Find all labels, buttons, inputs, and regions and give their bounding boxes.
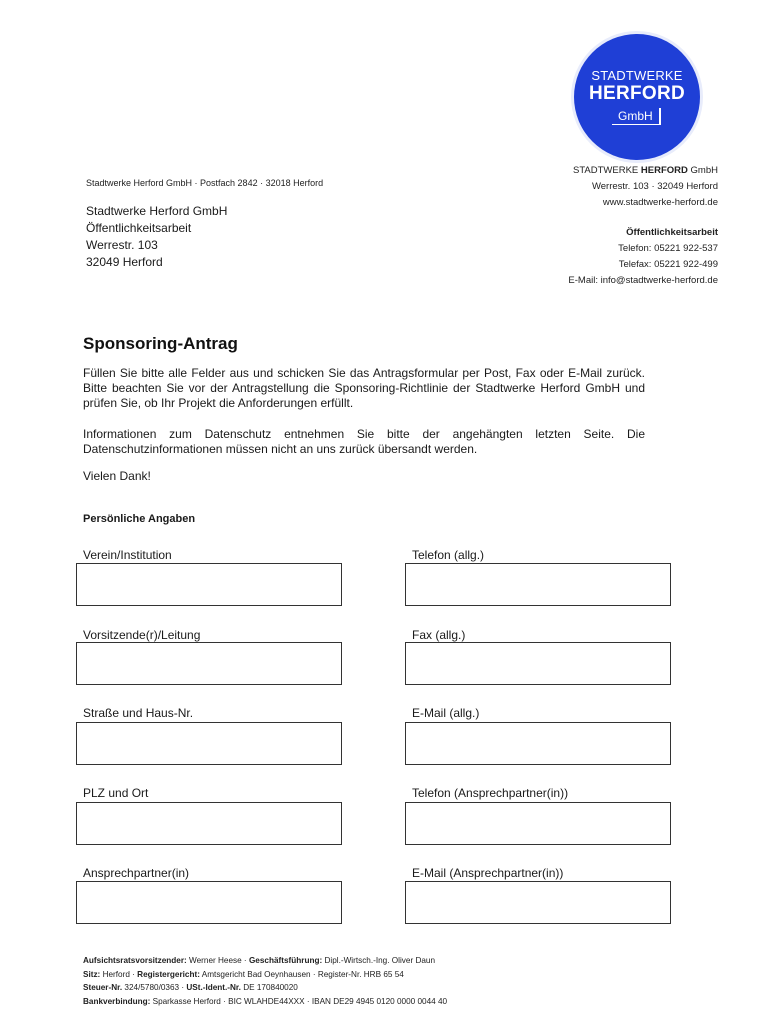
footer-value: Werner Heese · [186,956,249,965]
footer-key: USt.-Ident.-Nr. [186,983,241,992]
address-line: Werrestr. 103 [86,238,158,252]
input-email-ansprechpartner[interactable] [405,881,671,924]
recipient-address [86,203,227,271]
input-plz-ort[interactable] [76,802,342,845]
footer [83,954,447,1008]
input-fax-allg[interactable] [405,642,671,685]
contact-email: E-Mail: info@stadtwerke-herford.de [568,275,718,286]
contact-company-prefix: STADTWERKE [573,165,641,176]
company-logo [574,34,700,160]
contact-phone: Telefon: 05221 922-537 [618,243,718,254]
thanks-paragraph: Vielen Dank! [83,469,151,483]
logo-text-herford: HERFORD [588,83,686,104]
footer-line [83,981,447,995]
footer-line [83,995,447,1009]
contact-company [568,163,718,179]
logo-text-gmbh: GmbH [612,109,661,125]
label-fax-allg: Fax (allg.) [412,628,466,642]
label-strasse: Straße und Haus-Nr. [83,706,194,720]
footer-key: Geschäftsführung: [248,956,323,965]
contact-company-bold: HERFORD [640,165,688,176]
sender-line: Stadtwerke Herford GmbH · Postfach 2842 · 32018 Herford [86,178,324,188]
label-telefon-allg: Telefon (allg.) [412,548,485,562]
input-ansprechpartner[interactable] [76,881,342,924]
footer-value: Dipl.-Wirtsch.-Ing. Oliver Daun [322,956,436,965]
label-verein: Verein/Institution [83,548,172,562]
input-telefon-ansprechpartner[interactable] [405,802,671,845]
section-heading: Persönliche Angaben [83,513,196,525]
contact-street: Werrestr. 103 · 32049 Herford [591,181,718,192]
intro-paragraph: Füllen Sie bitte alle Felder aus und schicken Sie das Antragsformular per Post, Fax oder E-Mail zurück. Bitte beachten Sie vor der Antragstellung die Sponsoring-Richtlinie der Stadtwerke Herford GmbH und prüfen Sie, ob Ihr Projekt die Anforderungen erfüllt. [83,366,645,410]
footer-key: Registergericht: [137,969,200,979]
input-email-allg[interactable] [405,722,671,765]
address-line: Öffentlichkeitsarbeit [86,221,192,235]
footer-value: 324/5780/0363 · [122,983,187,992]
footer-line [83,954,447,968]
footer-value: DE 170840020 [240,983,298,992]
input-vorsitzende[interactable] [76,642,342,685]
contact-department: Öffentlichkeitsarbeit [626,227,718,238]
label-vorsitzende: Vorsitzende(r)/Leitung [83,628,201,642]
footer-line [83,968,447,982]
privacy-paragraph: Informationen zum Datenschutz entnehmen Sie bitte der angehängten letzten Seite. Die Datenschutzinformationen müssen nicht an uns zurück übersandt werden. [83,427,645,456]
footer-value: Sparkasse Herford · BIC WLAHDE44XXX · IBAN DE29 4945 0120 0000 0044 40 [150,996,448,1006]
input-verein[interactable] [76,563,342,606]
label-email-allg: E-Mail (allg.) [412,706,480,720]
input-telefon-allg[interactable] [405,563,671,606]
footer-key: Aufsichtsratsvorsitzender: [83,956,187,965]
label-email-ansprechpartner: E-Mail (Ansprechpartner(in)) [412,866,564,880]
address-line: Stadtwerke Herford GmbH [86,204,228,218]
label-telefon-ansprechpartner: Telefon (Ansprechpartner(in)) [412,786,569,800]
label-plz-ort: PLZ und Ort [83,786,149,800]
contact-fax: Telefax: 05221 922-499 [618,259,718,270]
contact-company-suffix: GmbH [687,165,718,176]
label-ansprechpartner: Ansprechpartner(in) [83,866,190,880]
footer-value: Amtsgericht Bad Oeynhausen · Register-Nr. HRB 65 54 [199,969,404,979]
footer-value: Herford · [100,969,138,979]
logo-text-stadtwerke: STADTWERKE [591,68,683,83]
contact-block [568,163,718,289]
input-strasse[interactable] [76,722,342,765]
footer-key: Sitz: [83,969,101,979]
page-title: Sponsoring-Antrag [83,334,238,353]
contact-web-link[interactable]: www.stadtwerke-herford.de [602,197,718,208]
footer-key: Bankverbindung: [83,996,151,1006]
footer-key: Steuer-Nr. [83,983,123,992]
address-line: 32049 Herford [86,255,163,269]
